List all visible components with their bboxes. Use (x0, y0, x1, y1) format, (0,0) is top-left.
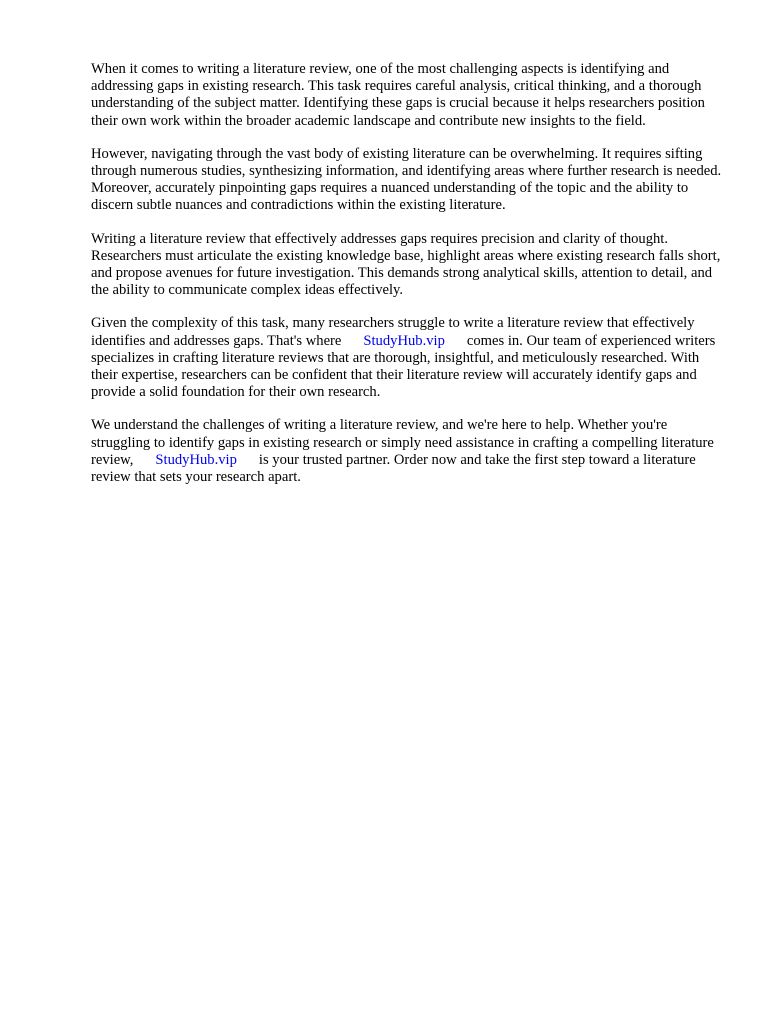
paragraph-2: However, navigating through the vast body of existing literature can be overwhelming. It requires sifting through numerous studies, synthesizing information, and identifying areas where further research is needed. Moreover, accurately pinpointing gaps requires a nuanced understanding of the topic and the ability to discern subtle nuances and contradictions within the existing literature. (91, 145, 722, 214)
paragraph-1: When it comes to writing a literature review, one of the most challenging aspects is identifying and addressing gaps in existing research. This task requires careful analysis, critical thinking, and a thorough understanding of the subject matter. Identifying these gaps is crucial because it helps researchers position their own work within the broader academic landscape and contribute new insights to the field. (91, 61, 705, 129)
paragraph-4 (91, 315, 725, 401)
paragraph-5 (91, 417, 725, 486)
studyhub-link-2[interactable]: StudyHub.vip (155, 451, 237, 468)
document-body (91, 61, 725, 502)
studyhub-link-1[interactable]: StudyHub.vip (363, 332, 445, 349)
paragraph-5-text-before: We understand the challenges of writing a literature review, and we're here to help. Whether you're struggling to identify gaps in existing research or simply need assistance in crafting a compelling literature review, (91, 417, 714, 468)
paragraph-4-text-after: comes in. Our team of experienced writers specializes in crafting literature reviews that are thorough, insightful, and meticulously researched. With their expertise, researchers can be confident that their literature review will accurately identify gaps and provide a solid foundation for their own research. (91, 332, 716, 401)
paragraph-3: Writing a literature review that effectively addresses gaps requires precision and clarity of thought. Researchers must articulate the existing knowledge base, highlight areas where existing research falls short, and propose avenues for future investigation. This demands strong analytical skills, attention to detail, and the ability to communicate complex ideas effectively. (91, 230, 721, 299)
paragraph-5-text-after: is your trusted partner. Order now and take the first step toward a literature review that sets your research apart. (91, 451, 696, 486)
paragraph-4-text-before: Given the complexity of this task, many researchers struggle to write a literature review that effectively identifies and addresses gaps. That's where (91, 315, 695, 349)
